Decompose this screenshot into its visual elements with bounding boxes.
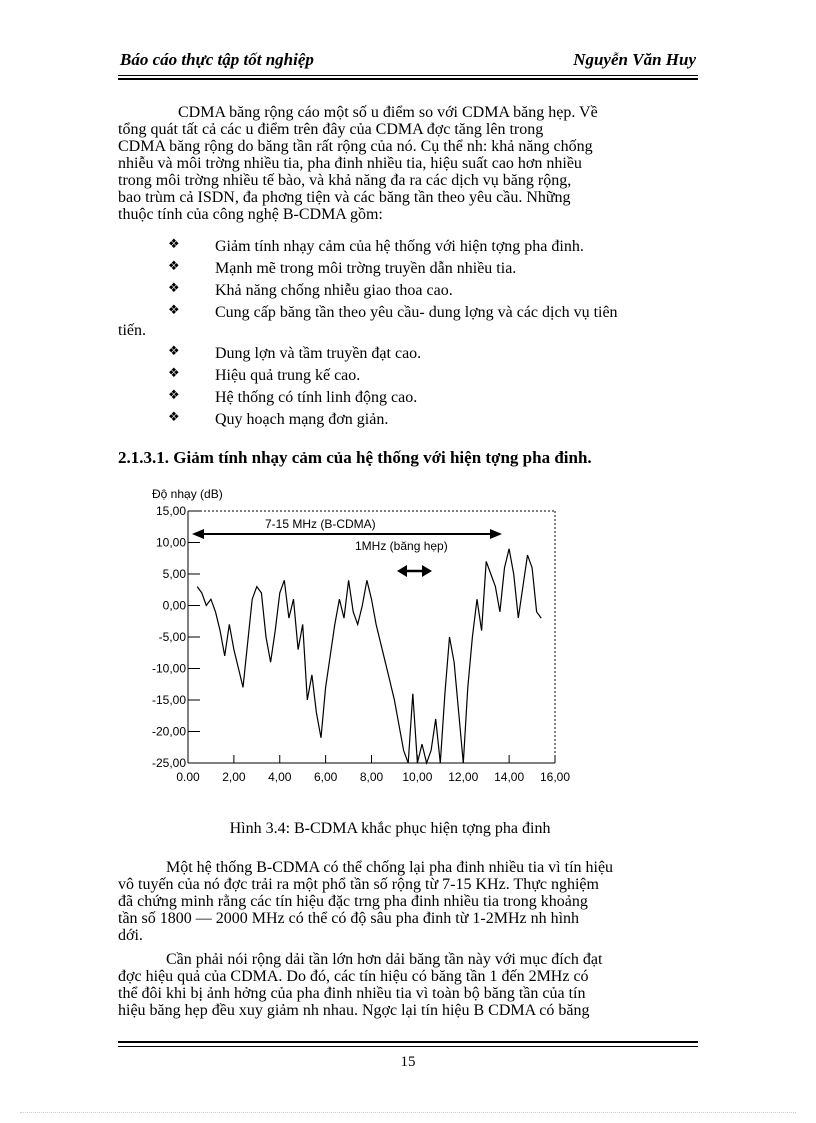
diamond-bullet-icon: ❖ xyxy=(168,388,180,403)
chart-y-ticks xyxy=(152,504,200,770)
diamond-bullet-icon: ❖ xyxy=(168,303,180,318)
header-rule-thick xyxy=(118,78,698,80)
figure-caption: Hình 3.4: B-CDMA khắc phục hiện tợng pha đinh xyxy=(229,820,551,837)
section-heading: 2.1.3.1. Giảm tính nhạy cảm của hệ thống với hiện tợng pha đinh. xyxy=(118,448,592,467)
fading-chart xyxy=(140,485,580,795)
x-tick-label: 8,00 xyxy=(359,770,384,784)
page-number: 15 xyxy=(400,1054,416,1070)
para3-line-2: đợc hiệu quả của CDMA. Do đó, các tín hiệu có băng tần 1 đến 2MHz có xyxy=(118,968,589,985)
chart-series-line xyxy=(197,549,541,763)
y-tick-label: -10,00 xyxy=(151,661,186,676)
list-item-text: Khả năng chống nhiễu giao thoa cao. xyxy=(215,282,453,299)
x-tick-label: 12,00 xyxy=(448,770,479,784)
diamond-bullet-icon: ❖ xyxy=(168,410,180,425)
para3-line-3: thể đôi khi bị ảnh hởng của pha đinh nhiều tia vì toàn bộ băng tần của tín xyxy=(118,985,586,1002)
y-tick-label: -5,00 xyxy=(158,630,186,644)
header-author: Nguyễn Văn Huy xyxy=(573,50,696,69)
diamond-bullet-icon: ❖ xyxy=(168,259,180,274)
diamond-bullet-icon: ❖ xyxy=(168,344,180,359)
chart-annotation-wide: 7-15 MHz (B-CDMA) xyxy=(265,517,376,531)
intro-line-4: nhiễu và môi trờng nhiều tia, pha đinh nhiều tia, hiệu suất cao hơn nhiều xyxy=(118,155,582,172)
list-item-text: Mạnh mẽ trong môi trờng truyền dẫn nhiều tia. xyxy=(215,260,517,277)
header-title: Báo cáo thực tập tốt nghiệp xyxy=(120,50,314,69)
y-tick-label: 5,00 xyxy=(162,567,186,581)
y-tick-label: 10,00 xyxy=(155,535,186,550)
x-tick-label: 6,00 xyxy=(313,770,338,784)
header-rule xyxy=(118,75,698,76)
x-tick-label: 4,00 xyxy=(268,770,292,784)
intro-line-7: thuộc tính của công nghệ B-CDMA gồm: xyxy=(118,206,383,223)
chart-x-ticks xyxy=(176,755,570,784)
chart-annotation-narrow: 1MHz (băng hẹp) xyxy=(355,539,448,553)
intro-line-1: CDMA băng rộng cáo một số u điểm so với CDMA băng hẹp. Về xyxy=(178,104,598,121)
page-header xyxy=(118,50,698,74)
list-item-text: Giảm tính nhạy cảm của hệ thống với hiện tợng pha đinh. xyxy=(215,238,584,255)
para2-line-1: Một hệ thống B-CDMA có thể chống lại pha đinh nhiều tia vì tín hiệu xyxy=(166,859,614,876)
list-item-continuation: tiến. xyxy=(118,322,146,339)
chart-ylabel: Độ nhạy (dB) xyxy=(152,487,223,501)
arrowhead-right-icon xyxy=(422,565,432,577)
x-tick-label: 16,00 xyxy=(539,770,571,784)
list-item-text: Quy hoạch mạng đơn giản. xyxy=(215,411,389,428)
x-tick-label: 10,00 xyxy=(402,770,433,784)
diamond-bullet-icon: ❖ xyxy=(168,281,180,296)
list-item-text: Dung lợn và tầm truyền đạt cao. xyxy=(215,345,422,362)
para2-line-4: tần số 1800 — 2000 MHz có thể có độ sâu pha đinh từ 1-2MHz nh hình xyxy=(118,910,580,927)
intro-line-3: CDMA băng rộng do băng tần rất rộng của nó. Cụ thể nh: khả năng chống xyxy=(118,138,593,155)
y-tick-label: 15,00 xyxy=(155,504,186,518)
para3-line-1: Cần phải nói rộng dải tần lớn hơn dải băng tần này với mục đích đạt xyxy=(166,951,603,968)
y-tick-label: -15,00 xyxy=(151,693,186,707)
para3-line-4: hiệu băng hẹp đều xuy giảm nh nhau. Ngợc lại tín hiệu B CDMA có băng xyxy=(118,1002,590,1019)
y-tick-label: -20,00 xyxy=(151,724,186,739)
footer-rule-thick xyxy=(118,1041,698,1043)
x-tick-label: 0.00 xyxy=(176,770,200,784)
x-tick-label: 2,00 xyxy=(222,770,246,784)
list-item-text: Cung cấp băng tần theo yêu cầu- dung lợng và các dịch vụ tiên xyxy=(215,304,618,321)
arrowhead-left-icon xyxy=(192,529,204,539)
y-tick-label: -25,00 xyxy=(151,756,186,770)
arrowhead-left-icon xyxy=(397,565,407,577)
intro-line-5: trong môi trờng nhiều tế bào, và khả năng đa ra các dịch vụ băng rộng, xyxy=(118,172,572,189)
x-tick-label: 14,00 xyxy=(494,770,525,784)
list-item-text: Hệ thống có tính linh động cao. xyxy=(215,389,418,406)
intro-line-2: tổng quát tất cả các u điểm trên đây của CDMA đợc tăng lên trong xyxy=(118,121,544,138)
para2-line-2: vô tuyến của nó đợc trải ra một phổ tần số rộng từ 7-15 KHz. Thực nghiệm xyxy=(118,876,599,893)
y-tick-label: 0,00 xyxy=(162,598,186,613)
list-item-text: Hiệu quả trung kế cao. xyxy=(215,367,361,384)
diamond-bullet-icon: ❖ xyxy=(168,366,180,381)
arrowhead-right-icon xyxy=(490,529,502,539)
footer-rule xyxy=(118,1046,698,1047)
diamond-bullet-icon: ❖ xyxy=(168,237,180,252)
para2-line-5: dới. xyxy=(118,927,143,944)
para2-line-3: đã chứng minh rằng các tín hiệu đặc trng pha đinh nhiều tia trong khoảng xyxy=(118,893,588,910)
intro-line-6: bao trùm cả ISDN, đa phơng tiện và các băng tần theo yêu cầu. Những xyxy=(118,189,571,206)
page-bottom-border xyxy=(20,1112,796,1113)
